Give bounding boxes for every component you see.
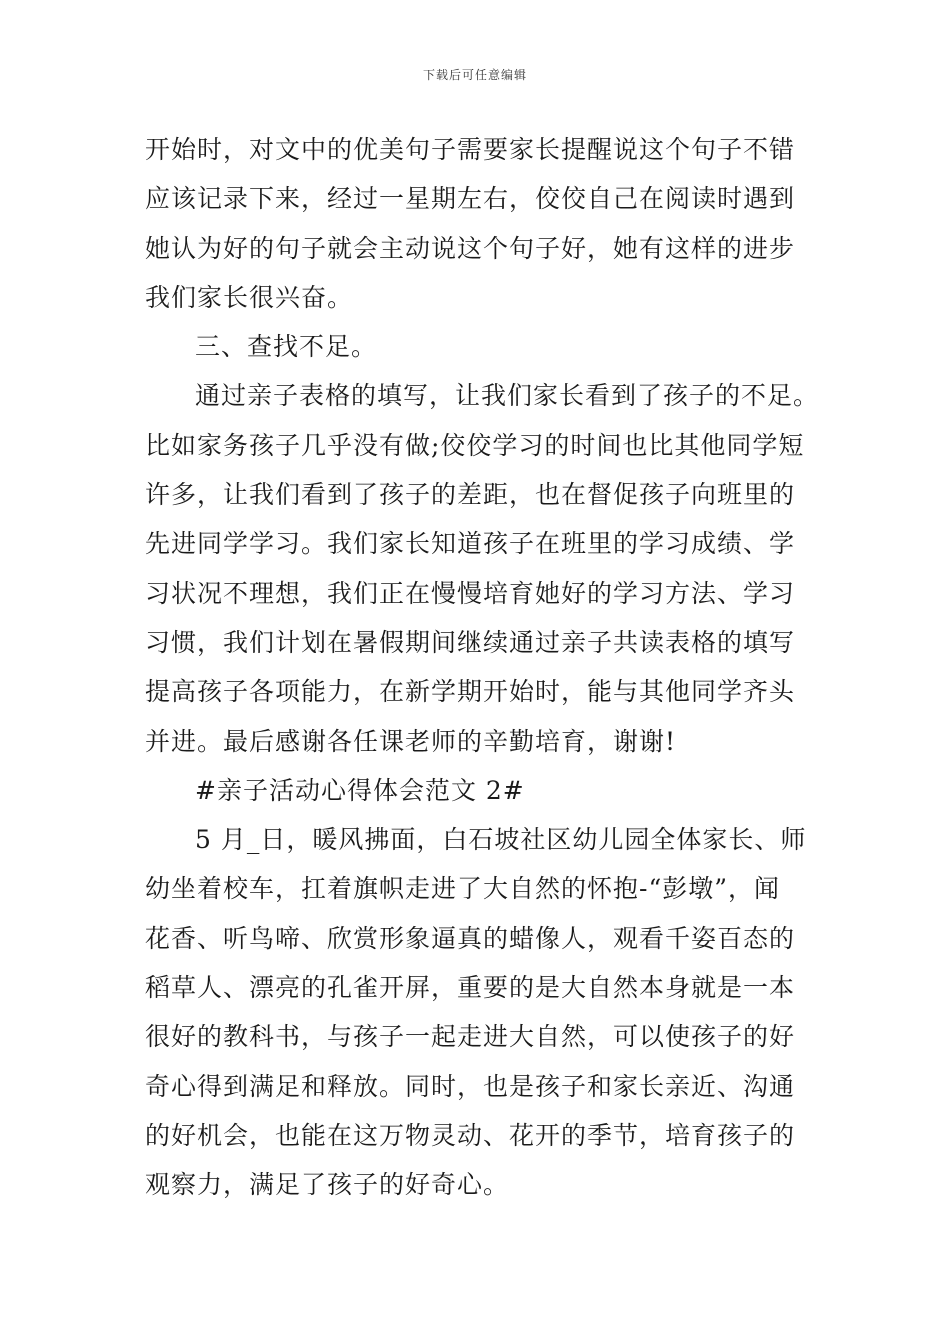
text-line: 并进。最后感谢各任课老师的辛勤培育，谢谢! bbox=[145, 726, 677, 756]
text-line: 应该记录下来，经过一星期左右，佼佼自己在阅读时遇到 bbox=[145, 184, 796, 214]
text-line: 习惯，我们计划在暑假期间继续通过亲子共读表格的填写 bbox=[145, 627, 796, 657]
document-body bbox=[145, 125, 825, 1210]
text-line: 5 月_日，暖风拂面，白石坡社区幼儿园全体家长、师 bbox=[195, 825, 807, 855]
text-line: 的好机会，也能在这万物灵动、花开的季节，培育孩子的 bbox=[145, 1120, 796, 1150]
text-line: 花香、听鸟啼、欣赏形象逼真的蜡像人，观看千姿百态的 bbox=[145, 923, 796, 953]
text-line: 习状况不理想，我们正在慢慢培育她好的学习方法、学习 bbox=[145, 578, 796, 608]
text-line: 许多，让我们看到了孩子的差距，也在督促孩子向班里的 bbox=[145, 480, 796, 510]
page-header: 下载后可任意编辑 bbox=[422, 68, 527, 82]
text-line: 稻草人、漂亮的孔雀开屏，重要的是大自然本身就是一本 bbox=[145, 973, 796, 1003]
section-heading: 三、查找不足。 bbox=[195, 332, 378, 362]
text-line: 幼坐着校车，扛着旗帜走进了大自然的怀抱-“彭墩”，闻 bbox=[145, 874, 781, 904]
text-line: 先进同学学习。我们家长知道孩子在班里的学习成绩、学 bbox=[145, 529, 796, 559]
text-line: 我们家长很兴奋。 bbox=[145, 282, 354, 312]
text-line: 她认为好的句子就会主动说这个句子好，她有这样的进步 bbox=[145, 233, 796, 263]
text-line: 比如家务孩子几乎没有做;佼佼学习的时间也比其他同学短 bbox=[145, 430, 805, 460]
text-line: 开始时，对文中的优美句子需要家长提醒说这个句子不错 bbox=[145, 135, 796, 164]
article-title: #亲子活动心得体会范文 2# bbox=[195, 775, 525, 805]
text-line: 奇心得到满足和释放。同时，也是孩子和家长亲近、沟通 bbox=[145, 1071, 796, 1101]
text-line: 通过亲子表格的填写，让我们家长看到了孩子的不足。 bbox=[195, 381, 820, 411]
text-line: 观察力，满足了孩子的好奇心。 bbox=[145, 1170, 510, 1200]
text-line: 提高孩子各项能力，在新学期开始时，能与其他同学齐头 bbox=[145, 677, 796, 707]
text-line: 很好的教科书，与孩子一起走进大自然，可以使孩子的好 bbox=[145, 1022, 796, 1052]
